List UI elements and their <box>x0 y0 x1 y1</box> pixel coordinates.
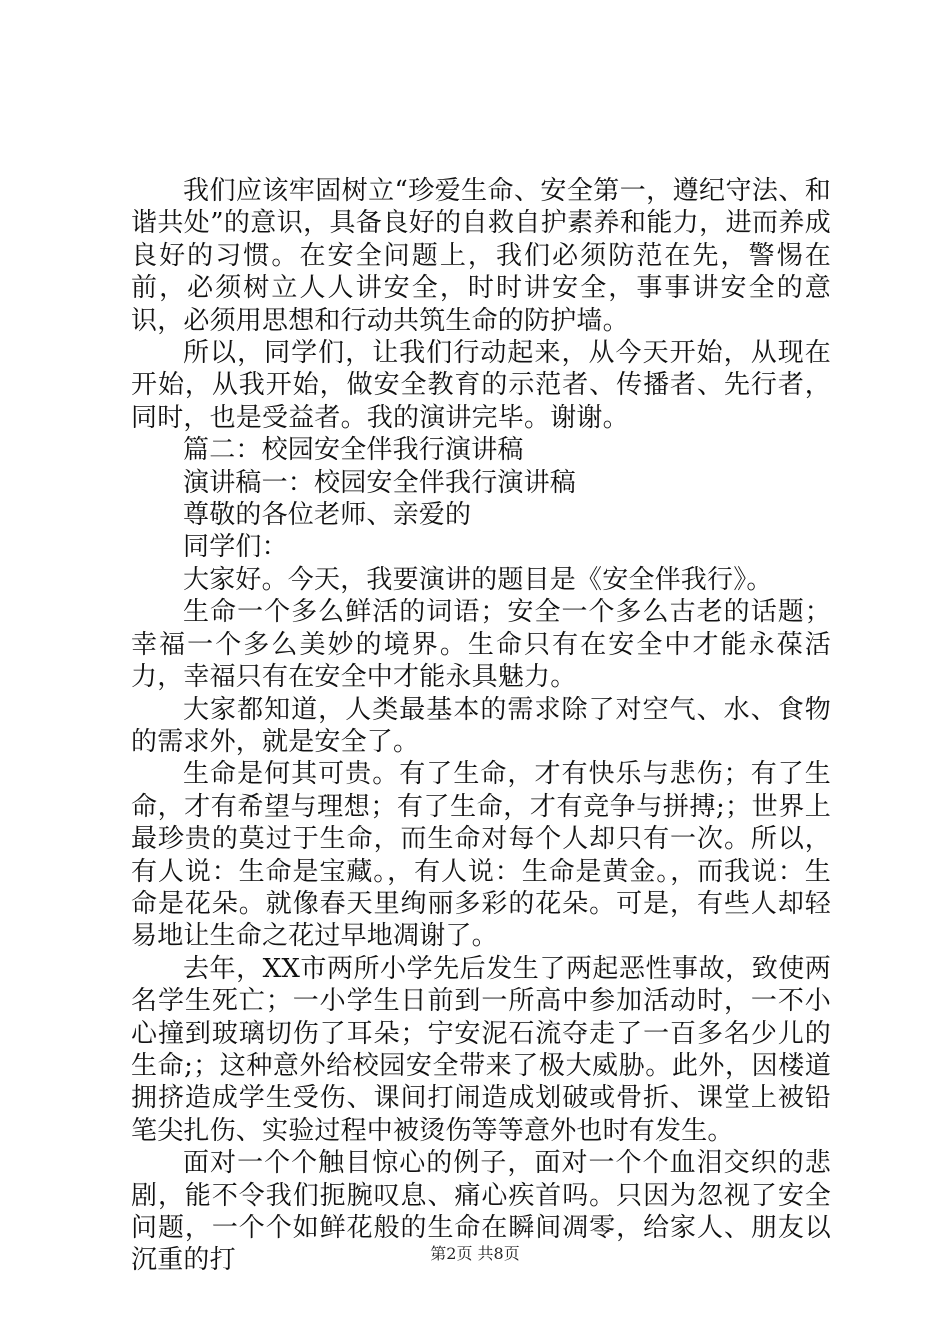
speech-title: 演讲稿一：校园安全伴我行演讲稿 <box>183 467 577 498</box>
paragraph-greeting: 大家好。今天，我要演讲的题目是《安全伴我行》。 <box>183 564 773 595</box>
paragraph-accidents-last-year: 去年，XX市两所小学先后发生了两起恶性事故，致使两名学生死亡；一小学生日前到一所高中参加活动时，一不小心撞到玻璃切伤了耳朵；宁安泥石流夺走了一百多名少儿的生命;；这种意外给校园安全带来了极大威胁。此外，因楼道拥挤造成学生受伤、课间打闹造成划破或骨折、课堂上被铅笔尖扎伤、实验过程中被烫伤等等意外也时有发生。 <box>131 953 831 1146</box>
document-body <box>131 175 831 1277</box>
section-heading-part-two: 篇二：校园安全伴我行演讲稿 <box>183 435 524 466</box>
paragraph-tragedies: 面对一个个触目惊心的例子，面对一个个血泪交织的悲剧，能不令我们扼腕叹息、痛心疾首吗。只因为忽视了安全问题，一个个如鲜花般的生命在瞬间凋零，给家人、朋友以沉重的打 <box>131 1148 831 1276</box>
paragraph-value-of-life: 生命是何其可贵。有了生命，才有快乐与悲伤；有了生命，才有希望与理想；有了生命，才有竞争与拼搏;；世界上最珍贵的莫过于生命，而生命对每个人却只有一次。所以，有人说：生命是宝藏。，有人说：生命是黄金。，而我说：生命是花朵。就像春天里绚丽多彩的花朵。可是，有些人却轻易地让生命之花过早地凋谢了。 <box>131 759 831 952</box>
paragraph-safety-awareness: 我们应该牢固树立“珍爱生命、安全第一，遵纪守法、和谐共处”的意识，具备良好的自救自护素养和能力，进而养成良好的习惯。在安全问题上，我们必须防范在先，警惕在前，必须树立人人讲安全，时时讲安全，事事讲安全的意识，必须用思想和行动共筑生命的防护墙。 <box>131 176 831 336</box>
paragraph-life-safety-happiness: 生命一个多么鲜活的词语；安全一个多么古老的话题；幸福一个多么美妙的境界。生命只有在安全中才能永葆活力，幸福只有在安全中才能永具魅力。 <box>131 597 831 693</box>
salutation-students: 同学们： <box>183 532 288 563</box>
page-number-footer: 第2页 共8页 <box>430 1244 520 1263</box>
paragraph-basic-needs: 大家都知道，人类最基本的需求除了对空气、水、食物的需求外，就是安全了。 <box>131 694 831 757</box>
salutation-teachers: 尊敬的各位老师、亲爱的 <box>183 500 472 531</box>
paragraph-call-to-action: 所以，同学们，让我们行动起来，从今天开始，从现在开始，从我开始，做安全教育的示范者、传播者、先行者，同时，也是受益者。我的演讲完毕。谢谢。 <box>131 338 831 433</box>
